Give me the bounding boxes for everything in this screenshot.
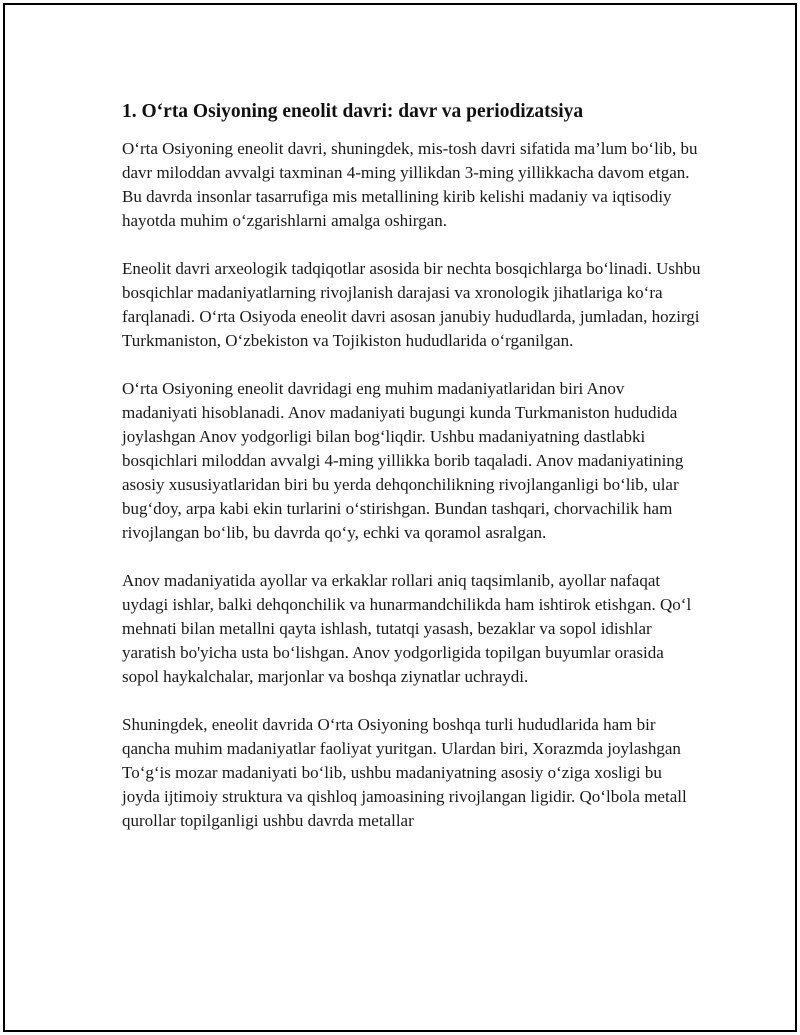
document-body xyxy=(122,99,702,857)
paragraph-1: O‘rta Osiyoning eneolit davri, shuningdek, mis-tosh davri sifatida ma’lum bo‘lib, bu davr miloddan avvalgi taxminan 4-ming yillikdan 3-ming yillikkacha davom etgan. Bu davrda insonlar tasarrufiga mis metallining kirib kelishi madaniy va iqtisodiy hayotda muhim o‘zgarishlarni amalga oshirgan. xyxy=(122,139,698,230)
document-page xyxy=(3,3,797,1032)
paragraph-5: Shuningdek, eneolit davrida O‘rta Osiyoning boshqa turli hududlarida ham bir qancha muhim madaniyatlar faoliyat yuritgan. Ulardan biri, Xorazmda joylashgan To‘g‘is mozar madaniyati bo‘lib, ushbu madaniyatning asosiy o‘ziga xosligi bu joyda ijtimoiy struktura va qishloq jamoasining rivojlangan ligidir. Qo‘lbola metall qurollar topilganligi ushbu davrda metallar xyxy=(122,715,687,830)
paragraph-2: Eneolit davri arxeologik tadqiqotlar asosida bir nechta bosqichlarga bo‘linadi. Ushbu bosqichlar madaniyatlarning rivojlanish darajasi va xronologik jihatlariga ko‘ra farqlanadi. O‘rta Osiyoda eneolit davri asosan janubiy hududlarda, jumladan, hozirgi Turkmaniston, O‘zbekiston va Tojikiston hududlarida o‘rganilgan. xyxy=(122,259,701,350)
section-heading: 1. O‘rta Osiyoning eneolit davri: davr va periodizatsiya xyxy=(122,101,584,122)
paragraph-3: O‘rta Osiyoning eneolit davridagi eng muhim madaniyatlaridan biri Anov madaniyati hisoblanadi. Anov madaniyati bugungi kunda Turkmaniston hududida joylashgan Anov yodgorligi bilan bog‘liqdir. Ushbu madaniyatning dastlabki bosqichlari miloddan avvalgi 4-ming yillikka borib taqaladi. Anov madaniyatining asosiy xususiyatlaridan biri bu yerda dehqonchilikning rivojlanganligi bo‘lib, ular bug‘doy, arpa kabi ekin turlarini o‘stirishgan. Bundan tashqari, chorvachilik ham rivojlangan bo‘lib, bu davrda qo‘y, echki va qoramol asralgan. xyxy=(122,379,684,542)
paragraph-4: Anov madaniyatida ayollar va erkaklar rollari aniq taqsimlanib, ayollar nafaqat uydagi ishlar, balki dehqonchilik va hunarmandchilikda ham ishtirok etishgan. Qo‘l mehnati bilan metallni qayta ishlash, tutatqi yasash, bezaklar va sopol idishlar yaratish bo'yicha usta bo‘lishgan. Anov yodgorligida topilgan buyumlar orasida sopol haykalchalar, marjonlar va boshqa ziynatlar uchraydi. xyxy=(122,571,692,686)
